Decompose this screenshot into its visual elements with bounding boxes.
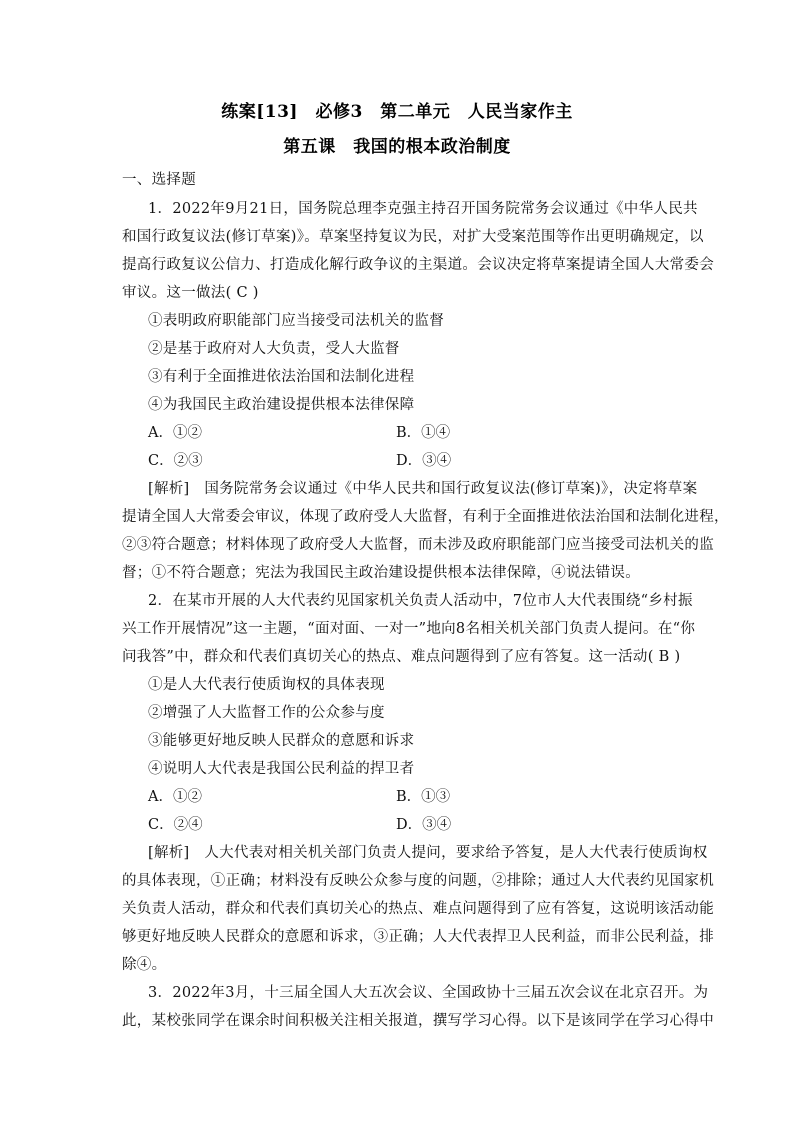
- q2-item: ①是人大代表行使质询权的具体表现: [148, 677, 385, 693]
- lesson-title: 第五课 我国的根本政治制度: [283, 137, 511, 157]
- document-title: 练案[13] 必修3 第二单元 人民当家作主: [221, 102, 573, 122]
- q1-analysis-line: [解析] 国务院常务会议通过《中华人民共和国行政复议法(修订草案)》，决定将草案: [148, 481, 698, 497]
- q1-item: ④为我国民主政治建设提供根本法律保障: [148, 397, 415, 413]
- q1-analysis-line: 提请全国人大常委会审议，体现了政府受人大监督，有利于全面推进依法治国和法制化进程，: [122, 509, 729, 525]
- q1-option-a: A．①②: [148, 425, 202, 441]
- q2-option-d: D．③④: [396, 817, 452, 833]
- q2-item: ③能够更好地反映人民群众的意愿和诉求: [148, 733, 415, 749]
- q1-stem-line: 审议。这一做法( C ): [122, 285, 259, 301]
- q2-option-a: A．①②: [148, 789, 202, 805]
- q3-stem-line: 3．2022年3月，十三届全国人大五次会议、全国政协十三届五次会议在北京召开。为: [148, 985, 709, 1001]
- q1-option-d: D．③④: [396, 453, 452, 469]
- q1-stem-line: 提高行政复议公信力、打造成化解行政争议的主渠道。会议决定将草案提请全国人大常委会: [122, 257, 714, 273]
- q1-item: ①表明政府职能部门应当接受司法机关的监督: [148, 313, 444, 329]
- q2-analysis-line: [解析] 人大代表对相关机关部门负责人提问，要求给予答复，是人大代表行使质询权: [148, 845, 708, 861]
- q1-option-b: B．①④: [396, 425, 451, 441]
- q2-analysis-line: 关负责人活动，群众和代表们真切关心的热点、难点问题得到了应有答复，这说明该活动能: [122, 901, 714, 917]
- q1-item: ③有利于全面推进依法治国和法制化进程: [148, 369, 415, 385]
- q2-item: ②增强了人大监督工作的公众参与度: [148, 705, 385, 721]
- q2-item: ④说明人大代表是我国公民利益的捍卫者: [148, 761, 415, 777]
- q1-analysis-line: 督；①不符合题意；宪法为我国民主政治建设提供根本法律保障，④说法错误。: [122, 565, 640, 581]
- q2-option-c: C．②④: [148, 817, 203, 833]
- q3-stem-line: 此，某校张同学在课余时间积极关注相关报道，撰写学习心得。以下是该同学在学习心得中: [122, 1013, 714, 1029]
- q2-analysis-line: 的具体表现，①正确；材料没有反映公众参与度的问题，②排除；通过人大代表约见国家机: [122, 873, 714, 889]
- q2-analysis-line: 除④。: [122, 957, 167, 973]
- q1-stem-line: 和国行政复议法(修订草案)》。草案坚持复议为民，对扩大受案范围等作出更明确规定，以: [122, 229, 704, 245]
- q2-stem-line: 问我答”中，群众和代表们真切关心的热点、难点问题得到了应有答复。这一活动( B ): [122, 649, 681, 665]
- q2-stem-line: 兴工作开展情况”这一主题，“面对面、一对一”地向8名相关机关部门负责人提问。在“你: [122, 621, 696, 637]
- q2-stem-line: 2．在某市开展的人大代表约见国家机关负责人活动中，7位市人大代表围绕“乡村振: [148, 593, 693, 609]
- q2-analysis-line: 够更好地反映人民群众的意愿和诉求，③正确；人大代表捍卫人民利益，而非公民利益，排: [122, 929, 714, 945]
- section-heading: 一、选择题: [122, 172, 196, 188]
- q1-option-c: C．②③: [148, 453, 203, 469]
- q2-option-b: B．①③: [396, 789, 451, 805]
- q1-item: ②是基于政府对人大负责，受人大监督: [148, 341, 400, 357]
- q1-analysis-line: ②③符合题意；材料体现了政府受人大监督，而未涉及政府职能部门应当接受司法机关的监: [122, 537, 714, 553]
- q1-stem-line: 1．2022年9月21日，国务院总理李克强主持召开国务院常务会议通过《中华人民共: [148, 201, 698, 217]
